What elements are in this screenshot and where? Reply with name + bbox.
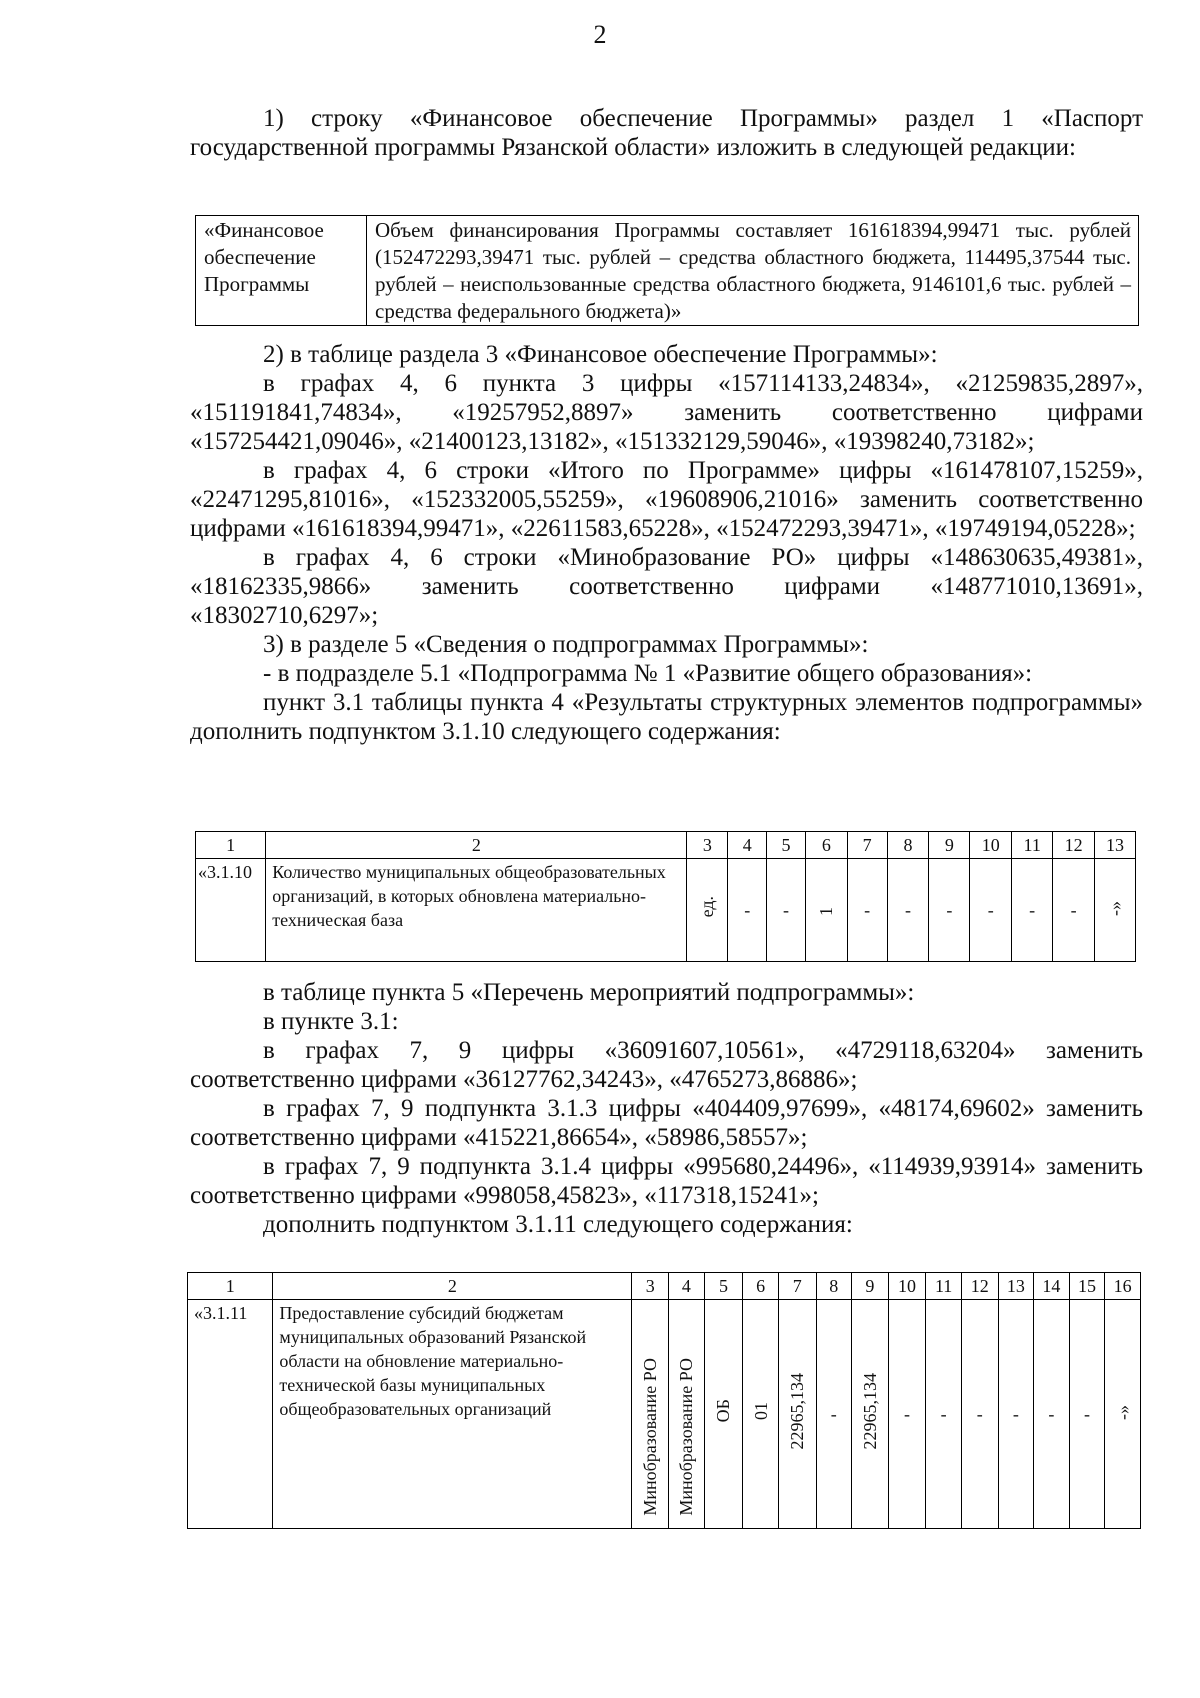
item2-para1: в графах 4, 6 пункта 3 цифры «157114133,24834», «21259835,2897», «151191841,74834», «19257952,8897» заменить соответственно цифрами «157254421,09046», «21400123,13182», «151332129,59046», «19398240,73182»; [190,370,1143,455]
col-header: 1 [196,832,266,859]
col-header: 16 [1105,1273,1141,1300]
item4-para6: дополнить подпунктом 3.1.11 следующего содержания: [263,1211,853,1238]
col-header: 8 [816,1273,852,1300]
cell: - [1034,1300,1070,1529]
cell-value: -» [1112,1405,1133,1420]
col-header: 2 [266,832,687,859]
col-header: 9 [852,1273,889,1300]
section-item2 [190,340,1143,746]
cell-value: Минобразование РО [676,1358,697,1516]
cell: - [1053,859,1095,962]
table-row [188,1300,1141,1529]
col-header: 3 [687,832,728,859]
cell [1105,1300,1141,1529]
section-item4 [190,978,1143,1239]
cell: - [767,859,806,962]
col-header: 7 [778,1273,816,1300]
col-header: 4 [669,1273,705,1300]
activities-table-header [188,1273,1141,1300]
page-number: 2 [593,20,607,49]
row-code: «3.1.10 [196,859,266,962]
item4-para5: в графах 7, 9 подпункта 3.1.4 цифры «995680,24496», «114939,93914» заменить соответственно цифрами «998058,45823», «117318,15241»; [190,1153,1143,1209]
cell: - [998,1300,1034,1529]
passport-table [195,215,1139,326]
cell-value: 1 [816,907,837,916]
item2-para3: в графах 4, 6 строки «Минобразование РО» цифры «148630635,49381», «18162335,9866» заменить соответственно цифрами «148771010,13691», «18302710,6297»; [190,544,1143,629]
cell: - [961,1300,998,1529]
col-header: 9 [929,832,970,859]
item3-sub: - в подразделе 5.1 «Подпрограмма № 1 «Развитие общего образования»: [263,660,1033,687]
col-header: 5 [767,832,806,859]
item2-para2: в графах 4, 6 строки «Итого по Программе» цифры «161478107,15259», «22471295,81016», «152332005,55259», «19608906,21016» заменить соответственно цифрами «161618394,99471», «22611583,65228», «152472293,39471», «19749194,05228»; [190,457,1143,542]
col-header: 10 [970,832,1012,859]
cell: - [816,1300,852,1529]
item4-para1: в таблице пункта 5 «Перечень мероприятий подпрограммы»: [263,979,915,1006]
col-header: 13 [1095,832,1136,859]
col-header: 1 [188,1273,273,1300]
passport-value-cell: Объем финансирования Программы составляет 161618394,99471 тыс. рублей (152472293,39471 тыс. рублей – средства областного бюджета, 114495,37544 тыс. рублей – неиспользованные средства областного бюджета, 9146101,6 тыс. рублей – средства федерального бюджета)» [367,216,1139,326]
item1-intro: 1) строку «Финансовое обеспечение Программы» раздел 1 «Паспорт государственной программы Рязанской области» изложить в следующей редакции: [190,105,1143,161]
item4-para3: в графах 7, 9 цифры «36091607,10561», «4729118,63204» заменить соответственно цифрами «36127762,34243», «4765273,86886»; [190,1037,1143,1093]
cell: - [847,859,887,962]
cell: - [728,859,767,962]
cell [632,1300,669,1529]
cell-value: 01 [750,1402,771,1420]
col-header: 6 [743,1273,779,1300]
item3-intro: 3) в разделе 5 «Сведения о подпрограммах Программы»: [263,631,869,658]
col-header: 14 [1034,1273,1070,1300]
cell [1095,859,1136,962]
cell [704,1300,743,1529]
section-item1 [190,104,1143,162]
results-table [195,831,1136,962]
col-header: 5 [704,1273,743,1300]
row-name: Количество муниципальных общеобразовательных организаций, в которых обновлена материально-техническая база [266,859,687,962]
cell: - [926,1300,962,1529]
col-header: 11 [1012,832,1053,859]
col-header: 2 [273,1273,632,1300]
col-header: 13 [998,1273,1034,1300]
cell: - [888,1300,926,1529]
row-code: «3.1.11 [188,1300,273,1529]
row-unit-cell [687,859,728,962]
col-header: 6 [805,832,847,859]
item4-para4: в графах 7, 9 подпункта 3.1.3 цифры «404409,97699», «48174,69602» заменить соответственно цифрами «415221,86654», «58986,58557»; [190,1095,1143,1151]
row-unit: ед. [697,896,718,918]
col-header: 15 [1069,1273,1105,1300]
cell-value: 22965,134 [859,1372,880,1450]
col-header: 12 [961,1273,998,1300]
cell [852,1300,889,1529]
item3-para: пункт 3.1 таблицы пункта 4 «Результаты структурных элементов подпрограммы» дополнить подпунктом 3.1.10 следующего содержания: [190,689,1143,745]
table-row [196,859,1136,962]
cell: - [970,859,1012,962]
results-table-header [196,832,1136,859]
item4-para2: в пункте 3.1: [263,1008,399,1035]
cell [669,1300,705,1529]
row-name: Предоставление субсидий бюджетам муниципальных образований Рязанской области на обновление материально-технической базы муниципальных общеобразовательных организаций [273,1300,632,1529]
col-header: 10 [888,1273,926,1300]
cell-value: Минобразование РО [640,1358,661,1516]
cell: - [1012,859,1053,962]
cell: - [887,859,929,962]
col-header: 12 [1053,832,1095,859]
cell-value: ОБ [713,1399,734,1423]
cell [778,1300,816,1529]
col-header: 11 [926,1273,962,1300]
cell-value: -» [1105,901,1125,916]
col-header: 8 [887,832,929,859]
col-header: 7 [847,832,887,859]
item2-intro: 2) в таблице раздела 3 «Финансовое обеспечение Программы»: [263,341,938,368]
col-header: 3 [632,1273,669,1300]
cell-value: 22965,134 [787,1372,808,1450]
cell: - [1069,1300,1105,1529]
col-header: 4 [728,832,767,859]
cell [805,859,847,962]
activities-table [187,1272,1141,1529]
cell [743,1300,779,1529]
passport-label-cell: «Финансовое обеспечение Программы [196,216,367,326]
cell: - [929,859,970,962]
